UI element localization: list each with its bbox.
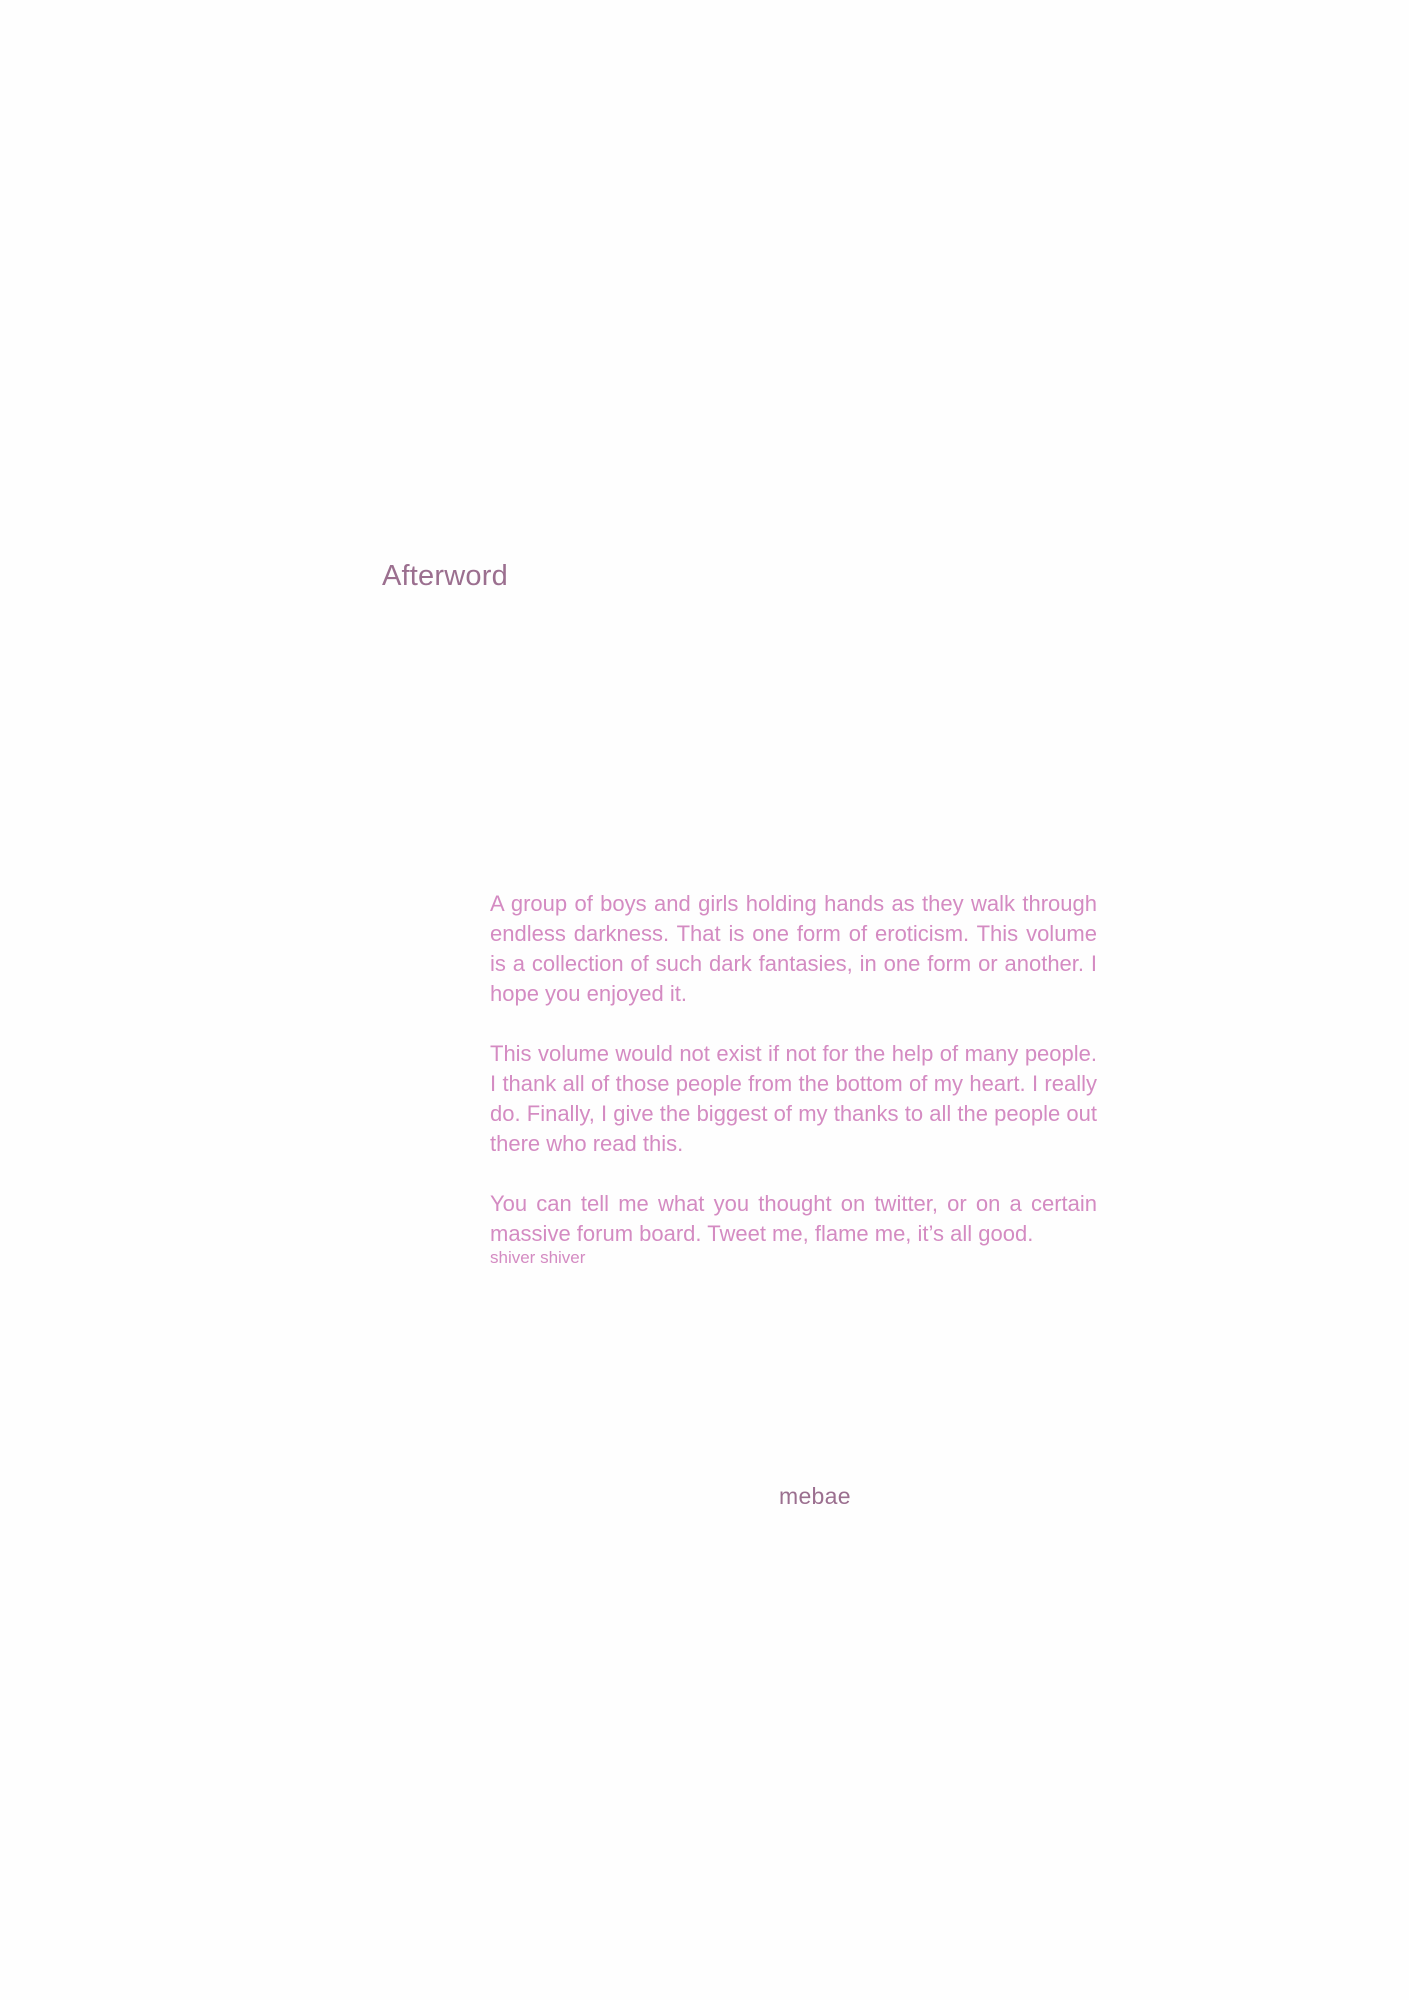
paragraph-2: This volume would not exist if not for the help of many people. I thank all of those people from the bottom of my heart. I really do. Finally, I give the biggest of my thanks to all the people out there who read this. — [490, 1041, 1097, 1156]
paragraph-1: A group of boys and girls holding hands as they walk through endless darkness. That is one form of eroticism. This volume is a collection of such dark fantasies, in one form or another. I hope you enjoyed it. — [490, 891, 1097, 1006]
paragraph-3: You can tell me what you thought on twitter, or on a certain massive forum board. Tweet me, flame me, it’s all good. — [490, 1191, 1097, 1246]
aside-note: shiver shiver — [490, 1248, 586, 1267]
page-title: Afterword — [382, 560, 508, 592]
author-signature: mebae — [779, 1483, 851, 1509]
afterword-body — [490, 889, 1097, 1269]
